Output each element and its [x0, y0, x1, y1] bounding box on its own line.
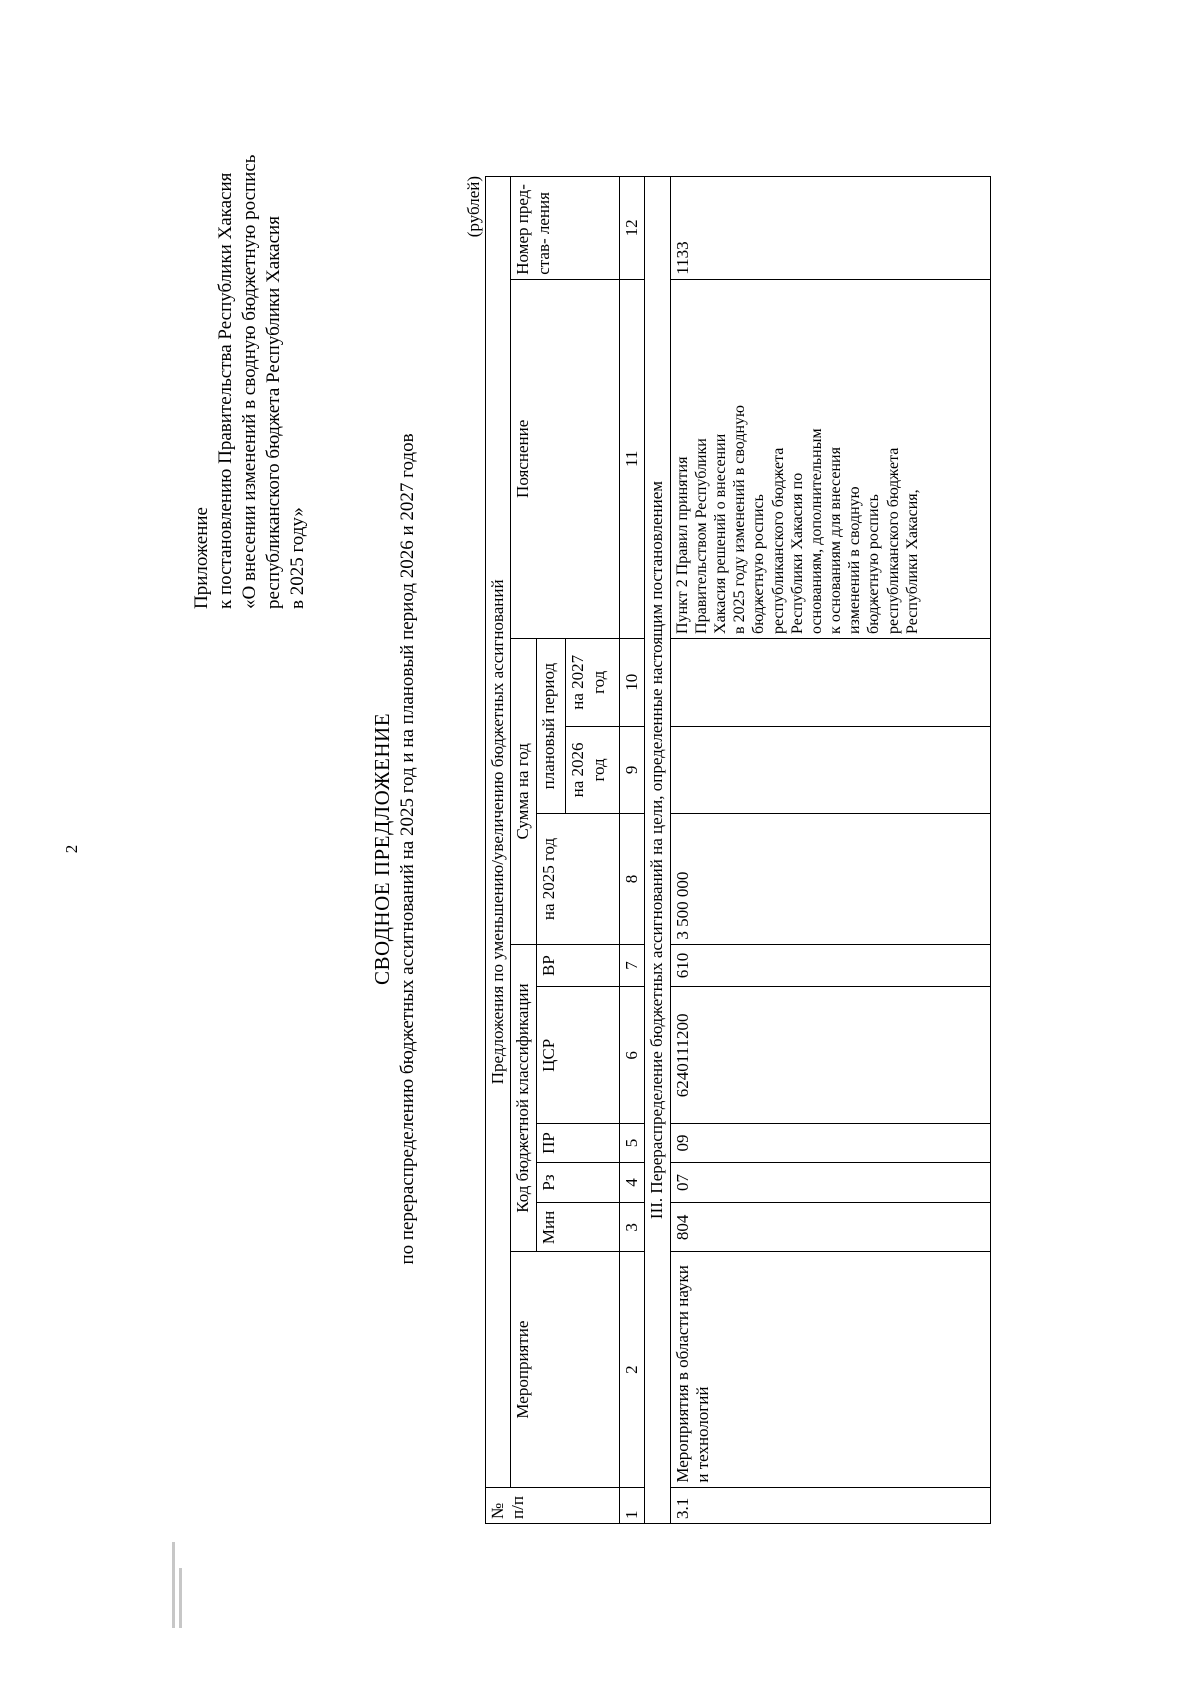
header-row-2: [511, 177, 536, 1524]
row-event: Мероприятия в области науки и технологий: [670, 1252, 990, 1487]
header-y2027: на 2027 год: [566, 638, 619, 726]
row-amount-2026: [670, 726, 990, 814]
page-number: 2: [62, 844, 81, 854]
header-min: Мин: [536, 1203, 619, 1252]
table-row: [670, 177, 990, 1524]
header-y2025: на 2025 год: [536, 814, 619, 944]
header-rep: Номер пред- став- ления: [511, 177, 619, 280]
row-rep: 1133: [670, 177, 990, 280]
note-line: Пункт 2 Правил принятия: [673, 456, 691, 634]
row-pr: 09: [670, 1124, 990, 1162]
note-line: Правительством Республики: [692, 438, 710, 634]
note-line: республиканского бюджета: [769, 447, 787, 634]
appendix-line-3: «О внесении изменений в сводную бюджетную роспись: [238, 154, 260, 609]
header-event: Мероприятие: [511, 1252, 619, 1487]
header-group: Предложения по уменьшению/увеличению бюджетных ассигнований: [486, 177, 511, 1488]
note-line: в 2025 году изменений в сводную: [731, 405, 749, 634]
appendix-line-2: к постановлению Правительства Республики Хакасия: [214, 172, 236, 609]
col-number: 1: [619, 1487, 644, 1523]
note-line: Республики Хакасия по: [788, 472, 806, 634]
col-number: 5: [619, 1124, 644, 1162]
note-line: республиканского бюджета: [884, 447, 902, 634]
units-label: (рублей): [464, 176, 483, 238]
header-num: № п/п: [486, 1487, 620, 1523]
header-sum: Сумма на год: [511, 638, 536, 944]
col-number: 2: [619, 1252, 644, 1487]
note-line: Хакасия решений о внесении: [711, 433, 729, 634]
appendix-line-1: Приложение: [191, 507, 212, 609]
row-min: 804: [670, 1203, 990, 1252]
column-number-row: [619, 177, 644, 1524]
note-line: бюджетную роспись: [865, 494, 883, 634]
document-subtitle: по перераспределению бюджетных ассигнований на 2025 год и на плановый период 2026 и 2027 годов: [397, 433, 418, 1265]
note-line: Республики Хакасия,: [903, 489, 921, 634]
col-number: 9: [619, 726, 644, 814]
header-planned: плановый период: [536, 638, 566, 813]
row-vr: 610: [670, 944, 990, 987]
row-rz: 07: [670, 1162, 990, 1203]
col-number: 10: [619, 638, 644, 726]
col-number: 12: [619, 177, 644, 280]
col-number: 3: [619, 1203, 644, 1252]
col-number: 6: [619, 987, 644, 1124]
section-row: [645, 177, 670, 1524]
row-num: 3.1: [670, 1487, 990, 1523]
note-line: основаниям, дополнительным: [807, 428, 825, 634]
header-row-1: [486, 177, 511, 1524]
row-amount-2025: 3 500 000: [670, 814, 990, 944]
header-y2026: на 2026 год: [566, 726, 619, 814]
col-number: 8: [619, 814, 644, 944]
note-line: бюджетную роспись: [750, 494, 768, 634]
header-csr: ЦСР: [536, 987, 619, 1124]
note-line: к основаниям для внесения: [827, 447, 845, 634]
appendix-line-4: республиканского бюджета Республики Хакасия: [262, 216, 284, 609]
header-pr: ПР: [536, 1124, 619, 1162]
appendix-line-5: в 2025 году»: [286, 507, 308, 609]
appendix-header: [190, 129, 310, 609]
header-code: Код бюджетной классификации: [511, 944, 536, 1252]
header-rz: Рз: [536, 1162, 619, 1203]
document-title: СВОДНОЕ ПРЕДЛОЖЕНИЕ: [370, 712, 394, 986]
section-title: III. Перераспределение бюджетных ассигнований на цели, определенные настоящим постановлением: [645, 177, 670, 1524]
col-number: 11: [619, 279, 644, 638]
row-amount-2027: [670, 638, 990, 726]
note-line: изменений в сводную: [846, 486, 864, 634]
header-note: Пояснение: [511, 279, 619, 638]
col-number: 7: [619, 944, 644, 987]
header-vr: ВР: [536, 944, 619, 987]
row-csr: 6240111200: [670, 987, 990, 1124]
row-note: [670, 279, 990, 638]
rotated-document-sheet: [70, 69, 1130, 1629]
budget-table: [485, 176, 991, 1524]
col-number: 4: [619, 1162, 644, 1203]
